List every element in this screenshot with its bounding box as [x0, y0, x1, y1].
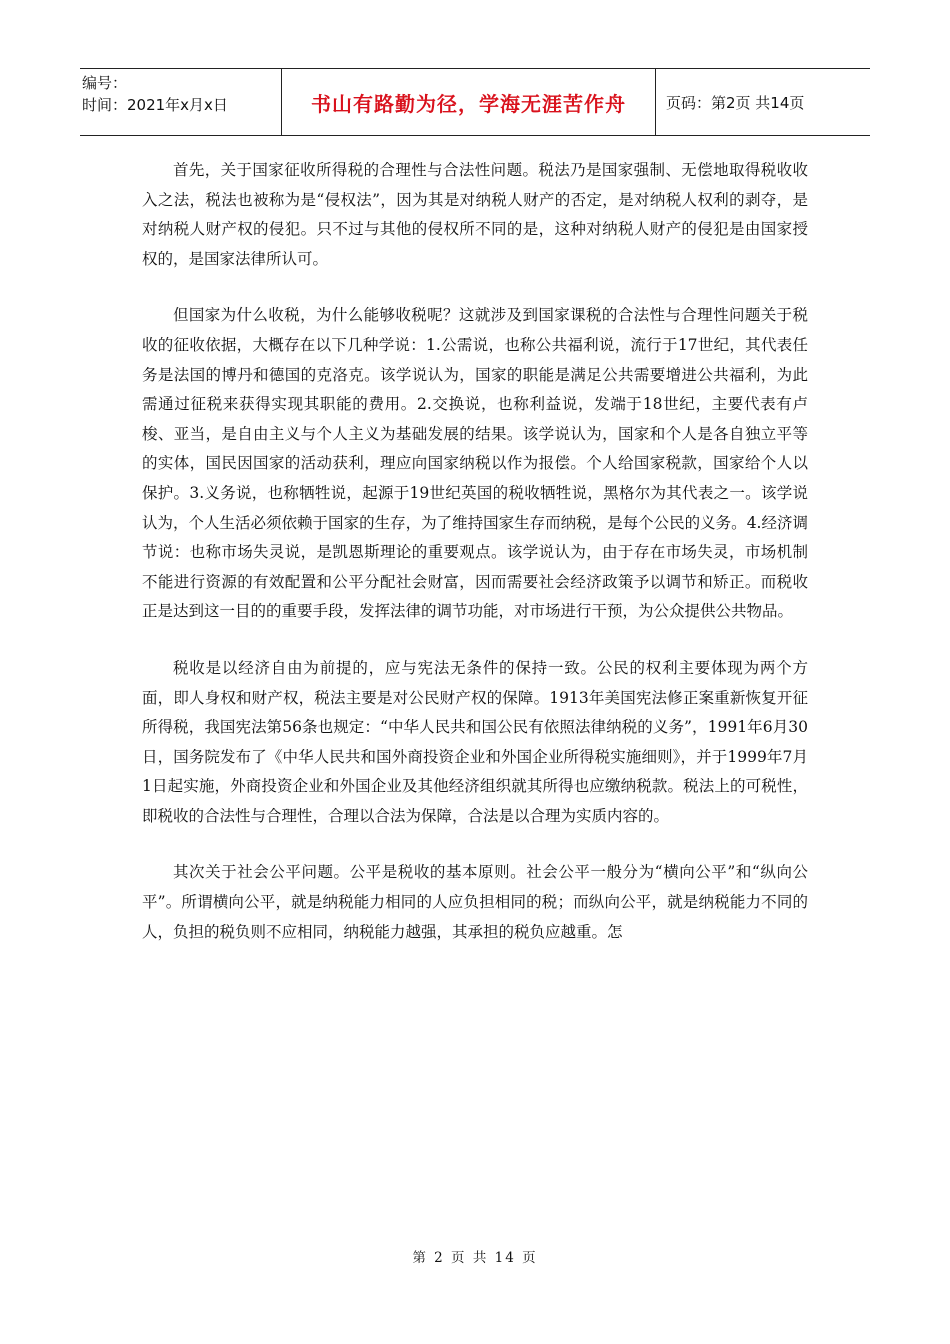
paragraph-1: 首先，关于国家征收所得税的合理性与合法性问题。税法乃是国家强制、无偿地取得税收收入之法，税法也被称为是“侵权法”，因为其是对纳税人财产的否定，是对纳税人权利的剥夺，是对纳税人财产权的侵犯。只不过与其他的侵权所不同的是，这种对纳税人财产的侵犯是由国家授权的，是国家法律所认可。	[142, 161, 808, 268]
page-footer: 第 2 页 共 14 页	[412, 1250, 538, 1266]
page-header	[80, 68, 870, 136]
header-motto: 书山有路勤为径，学海无涯苦作舟	[282, 69, 656, 135]
paragraph-4: 其次关于社会公平问题。公平是税收的基本原则。社会公平一般分为“横向公平”和“纵向公平”。所谓横向公平，就是纳税能力相同的人应负担相同的税；而纵向公平，就是纳税能力不同的人，负担的税负则不应相同，纳税能力越强，其承担的税负应越重。怎	[142, 863, 808, 941]
header-meta	[80, 69, 282, 135]
paragraph-2: 但国家为什么收税，为什么能够收税呢？这就涉及到国家课税的合法性与合理性问题关于税收的征收依据，大概存在以下几种学说：1.公需说，也称公共福利说，流行于17世纪，其代表任务是法国的博丹和德国的克洛克。该学说认为，国家的职能是满足公共需要增进公共福利，为此需通过征税来获得实现其职能的费用。2.交换说，也称利益说，发端于18世纪，主要代表有卢梭、亚当，是自由主义与个人主义为基础发展的结果。该学说认为，国家和个人是各自独立平等的实体，国民因国家的活动获利，理应向国家纳税以作为报偿。个人给国家税款，国家给个人以保护。3.义务说，也称牺牲说，起源于19世纪英国的税收牺牲说，黑格尔为其代表之一。该学说认为，个人生活必须依赖于国家的生存，为了维持国家生存而纳税，是每个公民的义务。4.经济调节说：也称市场失灵说，是凯恩斯理论的重要观点。该学说认为，由于存在市场失灵，市场机制不能进行资源的有效配置和公平分配社会财富，因而需要社会经济政策予以调节和矫正。而税收正是达到这一目的的重要手段，发挥法律的调节功能，对市场进行干预，为公众提供公共物品。	[142, 306, 808, 621]
paragraph-3: 税收是以经济自由为前提的，应与宪法无条件的保持一致。公民的权利主要体现为两个方面，即人身权和财产权，税法主要是对公民财产权的保障。1913年美国宪法修正案重新恢复开征所得税，我国宪法第56条也规定：“中华人民共和国公民有依照法律纳税的义务”，1991年6月30日，国务院发布了《中华人民共和国外商投资企业和外国企业所得税实施细则》，并于1999年7月1日起实施，外商投资企业和外国企业及其他经济组织就其所得也应缴纳税款。税法上的可税性，即税收的合法性与合理性，合理以合法为保障，合法是以合理为实质内容的。	[142, 658, 808, 825]
header-page-code: 页码：第2页 共14页	[666, 93, 805, 112]
document-time-label: 时间：2021年x月x日	[82, 96, 228, 114]
document-number-label: 编号：	[82, 74, 128, 92]
document-body	[142, 156, 808, 974]
